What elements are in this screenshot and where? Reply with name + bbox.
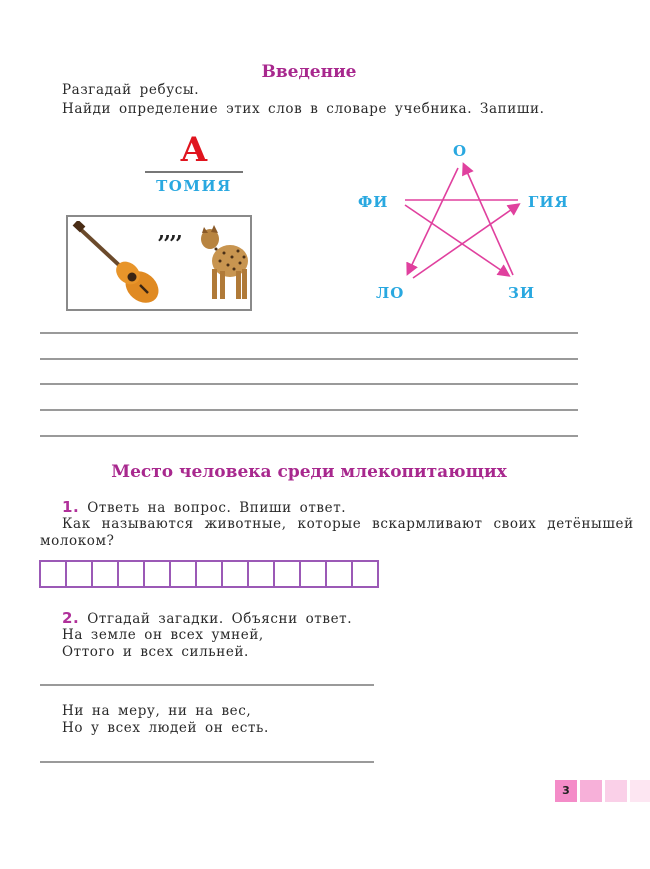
letter-box[interactable] bbox=[249, 562, 275, 586]
letter-box[interactable] bbox=[327, 562, 353, 586]
section-title-introduction: Введение bbox=[261, 62, 357, 82]
task-2-instruction-row bbox=[62, 609, 352, 627]
rebus-picture-box bbox=[66, 215, 252, 311]
syllable-zi: ЗИ bbox=[508, 284, 535, 302]
letter-box[interactable] bbox=[275, 562, 301, 586]
guitar-image bbox=[72, 221, 164, 305]
riddle-1-line-1: На земле он всех умней, bbox=[62, 627, 264, 643]
answer-line-4[interactable] bbox=[40, 409, 578, 411]
letter-box[interactable] bbox=[353, 562, 379, 586]
letter-box[interactable] bbox=[301, 562, 327, 586]
letter-box[interactable] bbox=[93, 562, 119, 586]
page-number: 3 bbox=[562, 784, 570, 797]
answer-line-1[interactable] bbox=[40, 332, 578, 334]
riddle-1-answer-line[interactable] bbox=[40, 684, 374, 686]
hyena-image bbox=[198, 221, 250, 305]
syllable-giya: ГИЯ bbox=[528, 193, 569, 211]
letter-box[interactable] bbox=[197, 562, 223, 586]
letter-box[interactable] bbox=[223, 562, 249, 586]
task-1-question-line-1: Как называются животные, которые вскармливают своих детёнышей bbox=[62, 516, 634, 532]
section-title-mammals: Место человека среди млекопитающих bbox=[111, 462, 507, 482]
letter-box[interactable] bbox=[145, 562, 171, 586]
page-number-tab bbox=[555, 780, 577, 802]
answer-line-5[interactable] bbox=[40, 435, 578, 437]
rebus-letter-a: А bbox=[180, 130, 208, 170]
task-1-number: 1. bbox=[62, 498, 80, 516]
rebus-star-diagram bbox=[350, 130, 580, 310]
riddle-2-answer-line[interactable] bbox=[40, 761, 374, 763]
page-tab-decor-3 bbox=[630, 780, 650, 802]
riddle-2-line-1: Ни на меру, ни на вес, bbox=[62, 703, 252, 719]
syllable-o: О bbox=[453, 142, 468, 160]
rebus-word-tomiya: ТОМИЯ bbox=[156, 177, 232, 195]
task-1-instruction: Ответь на вопрос. Впиши ответ. bbox=[87, 500, 347, 516]
page-tab-decor-2 bbox=[605, 780, 627, 802]
syllable-fi: ФИ bbox=[358, 193, 389, 211]
page-tab-decor-1 bbox=[580, 780, 602, 802]
answer-line-3[interactable] bbox=[40, 383, 578, 385]
task-1-question-line-2: молоком? bbox=[40, 533, 115, 549]
fraction-bar bbox=[145, 171, 243, 173]
letter-box[interactable] bbox=[41, 562, 67, 586]
riddle-1-line-2: Оттого и всех сильней. bbox=[62, 644, 249, 660]
task-2-number: 2. bbox=[62, 609, 80, 627]
rebus-fraction bbox=[145, 132, 243, 195]
answer-line-2[interactable] bbox=[40, 358, 578, 360]
task-1-instruction-row bbox=[62, 498, 346, 516]
task-2-instruction: Отгадай загадки. Объясни ответ. bbox=[87, 611, 353, 627]
instruction-solve-rebuses: Разгадай ребусы. bbox=[62, 82, 200, 98]
syllable-lo: ЛО bbox=[376, 284, 405, 302]
instruction-find-definition: Найди определение этих слов в словаре учебника. Запиши. bbox=[62, 101, 545, 117]
letter-boxes[interactable] bbox=[39, 560, 379, 588]
letter-box[interactable] bbox=[67, 562, 93, 586]
rebus-commas: ,,,, bbox=[158, 219, 182, 243]
letter-box[interactable] bbox=[171, 562, 197, 586]
riddle-2-line-2: Но у всех людей он есть. bbox=[62, 720, 269, 736]
letter-box[interactable] bbox=[119, 562, 145, 586]
